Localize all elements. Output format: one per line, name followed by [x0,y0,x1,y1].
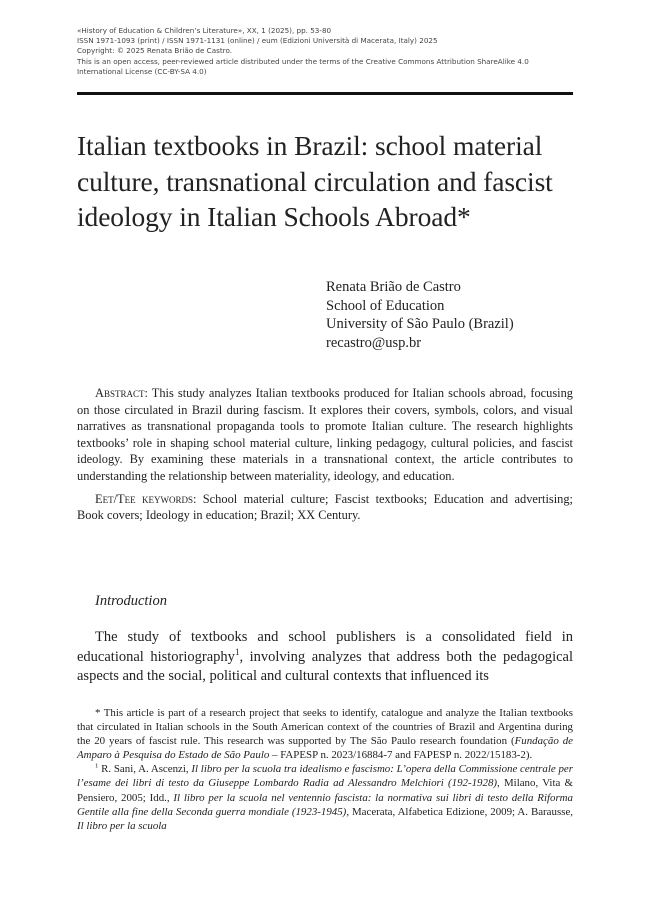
footnote-1-title-1: Il libro per la scuola tra idealismo e fascismo: L’opera della Commissione centrale per l’esame dei libri di testo da Giuseppe Lombardo Radia ad Alessandro Melchiori (192-1928) [77,763,573,790]
footnote-star-funder: Fundação de Amparo à Pesquisa do Estado de São Paulo [77,735,573,762]
footnote-1-title-2: Il libro per la scuola nel ventennio fascista: la normativa sui libri di testo della Riforma Gentile alla fine della Seconda guerra mondiale (1923-1945) [77,791,573,818]
footnote-star-marker: * [95,707,101,719]
journal-header [77,26,573,77]
author-block [326,278,576,352]
footnote-1-marker: 1 [95,762,99,770]
footnote-1-pub-1: , Milano, Vita & Pensiero, 2005; Idd., [77,777,574,804]
header-rule [77,92,573,95]
issn-line: ISSN 1971-1093 (print) / ISSN 1971-1131 (online) / eum (Edizioni Università di Macerata, Italy) 2025 [77,36,438,46]
license-line: This is an open access, peer-reviewed article distributed under the terms of the Creative Commons Attribution ShareAlike 4.0 [77,56,529,66]
abstract-label: Abstract: [95,386,148,400]
abstract-section [77,385,573,524]
author-email[interactable]: recastro@usp.br [326,334,422,351]
journal-citation: «History of Education & Children’s Literature», XX, 1 (2025), pp. 53-80 [77,26,332,35]
keywords-text: School material culture; Fascist textbooks; Education and advertising; Book covers; Ideology in education; Brazil; XX Century. [77,491,573,523]
intro-text-start: The study of textbooks and school publishers is a consolidated field in educational historiography [77,629,573,665]
intro-text-end: , involving analyzes that address both the pedagogical aspects and the social, political and cultural contexts that influenced its [77,648,573,684]
copyright-line: Copyright: © 2025 Renata Brião de Castro. [77,46,233,56]
footnote-ref-1[interactable]: 1 [234,646,240,657]
article-title: Italian textbooks in Brazil: school material culture, transnational circulation and fascist ideology in Italian Schools Abroad* [77,130,553,232]
footnote-1-title-3: Il libro per la scuola [77,819,167,832]
abstract-text: This study analyzes Italian textbooks produced for Italian schools abroad, focusing on those circulated in Brazil during fascism. It explores their covers, symbols, colors, and visual narratives as transnational propaganda tools to promote Italian culture. The research highlights textbooks’ role in shaping school material culture, linking pedagogy, cultural policies, and fascist ideology. By examining these materials in a transnational context, the article contributes to understanding the relationship between materiality, ideology, and education. [77,386,573,483]
keywords-paragraph [77,491,573,524]
footnote-1 [77,762,573,832]
intro-paragraph [77,628,573,687]
footnotes [77,706,573,833]
keywords-label: Eet/Tee keywords: [95,491,197,506]
author-institution: University of São Paulo (Brazil) [326,316,514,332]
section-heading-introduction: Introduction [95,593,167,609]
abstract-paragraph [77,385,573,485]
author-name: Renata Brião de Castro [326,279,461,295]
footnote-1-pub-2: , Macerata, Alfabetica Edizione, 2009; A. Barausse, [346,805,573,818]
footnote-star-text: This article is part of a research project that seeks to identify, catalogue and analyze the Italian textbooks that circulated in Italian schools in the South American context of the countries of Brazil and Argentina during the 20 years of fascist rule. This research was supported by The São Paulo research foundation ( [77,707,573,748]
footnote-star [77,706,573,762]
footnote-1-authors: R. Sani, A. Ascenzi, [98,763,192,776]
author-department: School of Education [326,297,445,314]
footnote-star-text-end: – FAPESP n. 2023/16884-7 and FAPESP n. 2022/15183-2). [269,749,533,762]
license-line-continued: International License (CC-BY-SA 4.0) [77,66,207,76]
